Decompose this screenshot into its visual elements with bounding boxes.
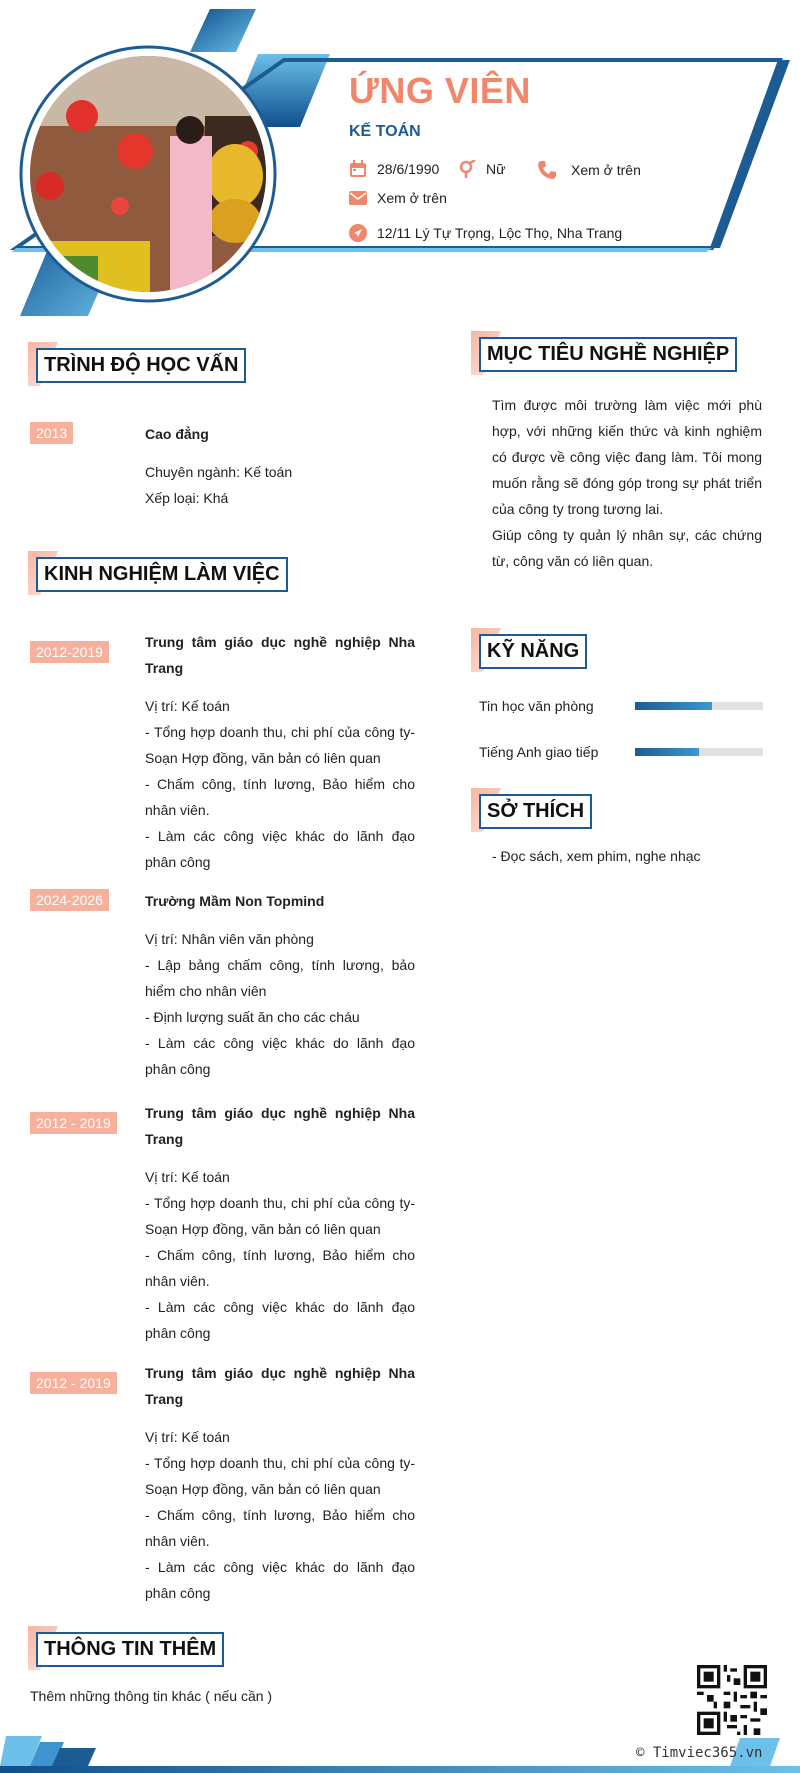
job-title: KẾ TOÁN [349,123,421,140]
experience-line: - Lập bảng chấm công, tính lương, bảo hiểm cho nhân viên [145,957,415,999]
email-row [349,190,447,206]
extra-text: Thêm những thông tin khác ( nếu cần ) [30,1688,273,1704]
gender-icon [458,160,476,178]
email-icon [349,191,367,205]
address-value: 12/11 Lý Tự Trọng, Lộc Thọ, Nha Trang [377,225,623,241]
avatar [30,56,266,292]
location-icon [349,224,367,242]
skill-name: Tin học văn phòng [479,698,594,714]
skill-bar [635,748,763,756]
phone-value: Xem ở trên [571,162,641,178]
education-school: Cao đẳng [145,426,209,442]
experience-period: 2024-2026 [30,889,109,911]
qr-code-icon [697,1665,767,1735]
experience-line: - Làm các công việc khác do lãnh đạo phân công [145,828,415,870]
skills-heading: KỸ NĂNG [479,634,587,670]
skill-name: Tiếng Anh giao tiếp [479,744,599,760]
experience-org: Trung tâm giáo dục nghề nghiệp Nha Trang [145,1365,415,1407]
skill-bar [635,702,763,710]
education-grade: Xếp loại: Khá [145,490,229,506]
experience-line: - Tổng hợp doanh thu, chi phí của công ty- Soạn Hợp đồng, văn bản có liên quan [145,724,415,766]
experience-line: - Chấm công, tính lương, Bảo hiểm cho nhân viên. [145,1507,415,1549]
gender-row [458,160,505,178]
education-major: Chuyên ngành: Kế toán [145,464,293,480]
objective-paragraph: Tìm được môi trường làm việc mới phù hợp, với những kiến thức và kinh nghiệm có được về công việc đang làm. Tôi mong muốn rằng sẽ đóng góp trong sự phát triển của công ty trong tương lai. [492,397,762,517]
experience-period: 2012 - 2019 [30,1112,117,1134]
objective-text [492,392,762,574]
experience-line: Vị trí: Nhân viên văn phòng [145,931,314,947]
phone-icon [537,160,557,180]
gender-value: Nữ [486,161,506,177]
experience-line: Vị trí: Kế toán [145,698,230,714]
experience-heading: KINH NGHIỆM LÀM VIỆC [36,557,288,593]
email-value: Xem ở trên [377,190,447,206]
objective-heading: MỤC TIÊU NGHỀ NGHIỆP [479,337,737,373]
education-heading: TRÌNH ĐỘ HỌC VẤN [36,348,246,384]
experience-line: - Tổng hợp doanh thu, chi phí của công ty- Soạn Hợp đồng, văn bản có liên quan [145,1455,415,1497]
calendar-icon [349,160,367,178]
hobbies-text: - Đọc sách, xem phim, nghe nhạc [492,848,701,864]
skill-row [479,698,764,714]
experience-line: - Làm các công việc khác do lãnh đạo phân công [145,1559,415,1601]
address-row [349,224,622,242]
experience-line: - Làm các công việc khác do lãnh đạo phân công [145,1035,415,1077]
brand-watermark: © Timviec365.vn [636,1745,763,1761]
experience-org: Trường Mầm Non Topmind [145,893,325,909]
experience-org: Trung tâm giáo dục nghề nghiệp Nha Trang [145,1105,415,1147]
experience-line: - Chấm công, tính lương, Bảo hiểm cho nhân viên. [145,776,415,818]
experience-line: - Chấm công, tính lương, Bảo hiểm cho nhân viên. [145,1247,415,1289]
experience-entry [145,629,415,875]
extra-heading: THÔNG TIN THÊM [36,1632,224,1668]
candidate-name: ỨNG VIÊN [349,70,531,111]
experience-org: Trung tâm giáo dục nghề nghiệp Nha Trang [145,634,415,676]
experience-line: - Tổng hợp doanh thu, chi phí của công ty- Soạn Hợp đồng, văn bản có liên quan [145,1195,415,1237]
birthday-value: 28/6/1990 [377,161,440,177]
phone-row [537,160,641,180]
experience-line: - Làm các công việc khác do lãnh đạo phân công [145,1299,415,1341]
experience-entry [145,1100,415,1346]
hobbies-heading: SỞ THÍCH [479,794,592,830]
experience-line: Vị trí: Kế toán [145,1429,230,1445]
skill-level-fill [635,748,699,756]
education-year: 2013 [30,422,73,444]
skill-row [479,744,764,760]
experience-entry [145,888,415,1082]
objective-paragraph: Giúp công ty quản lý nhân sự, các chứng từ, công văn có liên quan. [492,527,762,569]
experience-entry [145,1360,415,1606]
skill-level-fill [635,702,712,710]
experience-line: Vị trí: Kế toán [145,1169,230,1185]
education-entry [145,421,415,511]
experience-period: 2012 - 2019 [30,1372,117,1394]
experience-line: - Định lượng suất ăn cho các cháu [145,1009,360,1025]
birthday-row [349,160,439,178]
experience-period: 2012-2019 [30,641,109,663]
